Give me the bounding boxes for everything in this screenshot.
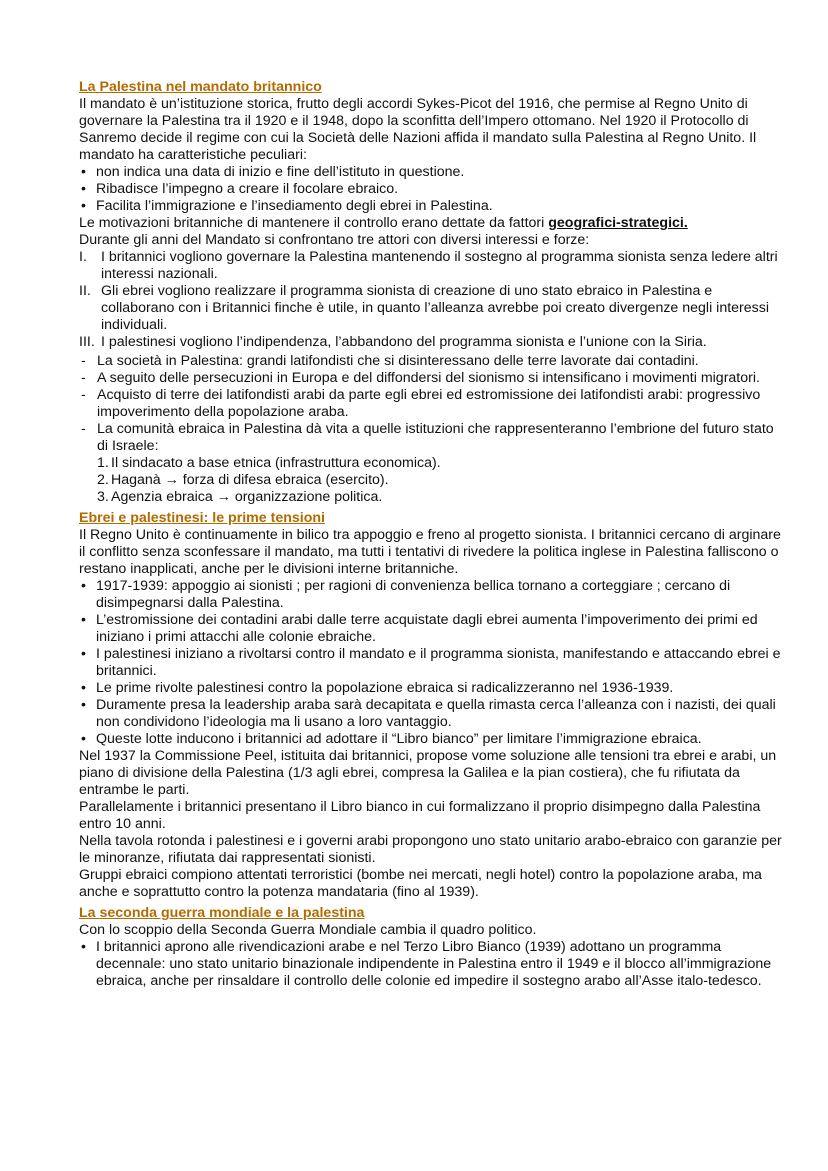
paragraph: Il mandato è un’istituzione storica, frutto degli accordi Sykes-Picot del 1916, che permise al Regno Unito di governare la Palestina tra il 1920 e il 1948, dopo la sconfitta dell’Impero ottomano. Nel 1920 il Protocollo di Sanremo decide il regime con cui la Società delle Nazioni affida il mandato sulla Palestina al Regno Unito. Il mandato ha caratteristiche peculiari: [79,96,757,163]
list-item: 3. Agenzia ebraica → organizzazione politica. [97,489,383,505]
bullet-icon: • [81,578,86,594]
list-item: • Duramente presa la leadership araba sarà decapitata e quella rimasta cerca l’alleanza con i nazisti, dei quali non condividono l’ideologia ma li usano a loro vantaggio. [81,697,776,730]
bullet-icon: • [81,198,86,214]
list-item: • Queste lotte inducono i britannici ad adottare il “Libro bianco” per limitare l’immigrazione ebraica. [81,731,702,747]
list-item: • I palestinesi iniziano a rivoltarsi contro il mandato e il programma sionista, manifestando e attaccando ebrei e britannici. [81,646,781,679]
numbered-list [79,455,788,506]
paragraph: Nel 1937 la Commissione Peel, istituita dai britannici, propose vome soluzione alle tensioni tra ebrei e arabi, un piano di divisione della Palestina (1/3 agli ebrei, compresa la Galilea e la pian costiera), che fu rifiutata da entrambe le parti. [79,748,777,798]
section-heading: Ebrei e palestinesi: le prime tensioni [79,510,325,526]
list-item: - A seguito delle persecuzioni in Europa e del diffondersi del sionismo si intensificano i movimenti migratori. [81,370,760,386]
list-item: 2. Haganà → forza di difesa ebraica (esercito). [97,472,389,488]
paragraph: Gruppi ebraici compiono attentati terroristici (bombe nei mercati, negli hotel) contro la popolazione araba, ma anche e soprattutto contro la potenza mandataria (fino al 1939). [79,867,762,900]
bullet-icon: • [81,731,86,747]
list-item: III. I palestinesi vogliono l’indipendenza, l’abbandono del programma sionista e l’unione con la Siria. [79,334,707,350]
section-heading: La Palestina nel mandato britannico [79,79,322,95]
list-item: - La società in Palestina: grandi latifondisti che si disinteressano delle terre lavorate dai contadini. [81,353,699,369]
section-tensioni [79,510,788,901]
section-seconda-guerra [79,905,788,990]
list-item: I. I britannici vogliono governare la Palestina mantenendo il sostegno al programma sionista senza ledere altri interessi nazionali. [79,249,778,282]
paragraph: Il Regno Unito è continuamente in bilico tra appoggio e freno al progetto sionista. I britannici cercano di arginare il conflitto senza sconfessare il mandato, ma tutti i tentativi di rivedere la politica inglese in Palestina falliscono o restano inapplicati, anche per le divisioni interne britanniche. [79,527,781,577]
paragraph: Parallelamente i britannici presentano il Libro bianco in cui formalizzano il proprio disimpegno dalla Palestina entro 10 anni. [79,799,761,832]
paragraph: Nella tavola rotonda i palestinesi e i governi arabi propongono uno stato unitario arabo-ebraico con garanzie per le minoranze, rifiutata dai rappresentati sionisti. [79,833,782,866]
bullet-icon: • [81,612,86,628]
bullet-icon: • [81,939,86,955]
section-mandato [79,79,788,506]
section-heading: La seconda guerra mondiale e la palestina [79,905,365,921]
dash-icon: - [81,421,86,437]
list-item: • Facilita l’immigrazione e l’insediamento degli ebrei in Palestina. [81,198,493,214]
emphasis: geografici-strategici. [548,215,688,231]
bullet-icon: • [81,680,86,696]
list-item: • 1917-1939: appoggio ai sionisti ; per ragioni di convenienza bellica tornano a corteggiare ; cercano di disimpegnarsi dalla Palestina. [81,578,731,611]
bullet-icon: • [81,164,86,180]
dash-icon: - [81,370,86,386]
paragraph: Le motivazioni britanniche di mantenere il controllo erano dettate da fattori geografici-strategici. [79,215,688,231]
bullet-icon: • [81,697,86,713]
paragraph: Durante gli anni del Mandato si confrontano tre attori con diversi interessi e forze: [79,232,590,248]
list-item: • non indica una data di inizio e fine dell’istituto in questione. [81,164,465,180]
list-item: • Ribadisce l’impegno a creare il focolare ebraico. [81,181,399,197]
dash-icon: - [81,387,86,403]
bullet-icon: • [81,646,86,662]
bullet-icon: • [81,181,86,197]
list-item: - La comunità ebraica in Palestina dà vita a quelle istituzioni che rappresenteranno l’embrione del futuro stato di Israele: [81,421,774,454]
paragraph: Con lo scoppio della Seconda Guerra Mondiale cambia il quadro politico. [79,922,537,938]
list-item: • Le prime rivolte palestinesi contro la popolazione ebraica si radicalizzeranno nel 1936-1939. [81,680,674,696]
list-item: 1. Il sindacato a base etnica (infrastruttura economica). [97,455,441,471]
dash-icon: - [81,353,86,369]
list-item: • I britannici aprono alle rivendicazioni arabe e nel Terzo Libro Bianco (1939) adottano un programma decennale: uno stato unitario binazionale indipendente in Palestina entro il 1949 e il blocco all’immigrazione ebraica, anche per rinsaldare il controllo delle colonie ed impedire il sostegno arabo all’Asse italo-tedesco. [81,939,772,989]
list-item: II. Gli ebrei vogliono realizzare il programma sionista di creazione di uno stato ebraico in Palestina e collaborano con i Britannici finche è utile, in quanto l’alleanza avrebbe poi creato divergenze negli interessi individuali. [79,283,770,333]
list-item: • L’estromissione dei contadini arabi dalle terre acquistate dagli ebrei aumenta l’impoverimento dei primi ed iniziano i primi attacchi alle colonie ebraiche. [81,612,758,645]
list-item: - Acquisto di terre dei latifondisti arabi da parte egli ebrei ed estromissione dei latifondisti arabi: progressivo impoverimento della popolazione araba. [81,387,761,420]
